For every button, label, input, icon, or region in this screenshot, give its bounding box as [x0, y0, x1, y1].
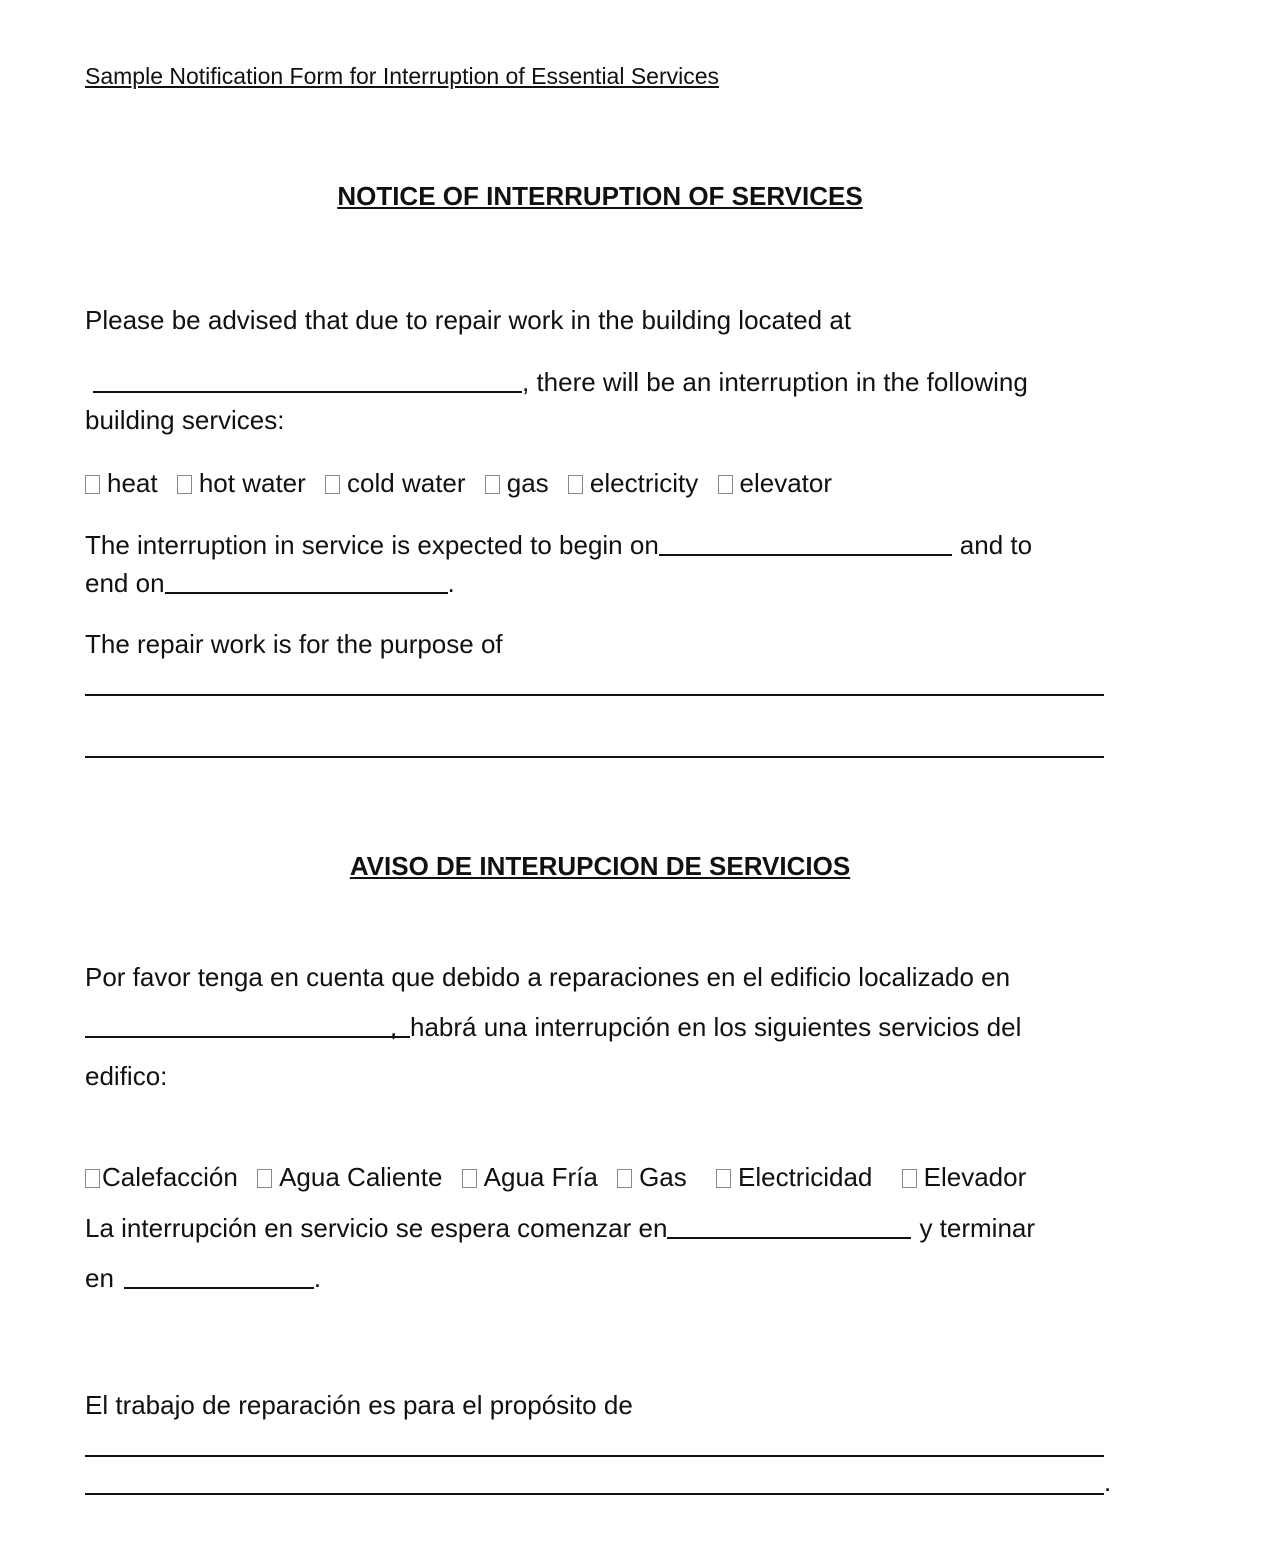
checkbox-icon[interactable] [716, 1169, 731, 1188]
end-date-field[interactable] [165, 566, 448, 594]
spanish-services-checklist [85, 1160, 1038, 1194]
spanish-para-line1: Por favor tenga en cuenta que debido a reparaciones en el edificio localizado en [85, 962, 1011, 992]
spanish-para-line3: edifico: [85, 1061, 168, 1091]
spanish-para-line2 [85, 1010, 1021, 1044]
english-end-line [85, 566, 455, 600]
label: electricity [589, 468, 699, 498]
checkbox-icon[interactable] [902, 1169, 917, 1188]
english-para-line1: Please be advised that due to repair work in the building located at [85, 305, 852, 335]
english-para-line3: building services: [85, 405, 285, 435]
english-heading: NOTICE OF INTERRUPTION OF SERVICES [337, 181, 863, 211]
proposito-line-1[interactable] [85, 1455, 1104, 1457]
fecha-inicio-field[interactable] [667, 1211, 911, 1239]
service-gas[interactable] [485, 468, 549, 498]
checkbox-icon[interactable] [177, 475, 192, 494]
text: . [313, 1263, 322, 1293]
label: Elevador [923, 1162, 1027, 1192]
checkbox-icon[interactable] [85, 1169, 100, 1188]
label: Agua Caliente [279, 1162, 443, 1192]
label: Gas [639, 1162, 687, 1192]
label: Electricidad [738, 1162, 873, 1192]
label: heat [107, 468, 158, 498]
address-field[interactable] [93, 365, 522, 393]
checkbox-icon[interactable] [568, 475, 583, 494]
label: gas [506, 468, 549, 498]
text: , there will be an interruption in the following [522, 367, 1028, 397]
purpose-line-2[interactable] [85, 756, 1104, 758]
label: cold water [347, 468, 466, 498]
checkbox-icon[interactable] [718, 475, 733, 494]
service-agua-fria[interactable] [462, 1162, 598, 1192]
service-calefaccion[interactable] [85, 1162, 238, 1192]
english-begin-line [85, 528, 1032, 562]
service-heat[interactable] [85, 468, 158, 498]
service-agua-caliente[interactable] [257, 1162, 442, 1192]
service-hot-water[interactable] [177, 468, 306, 498]
label: Calefacción [102, 1162, 238, 1192]
checkbox-icon[interactable] [325, 475, 340, 494]
text: . [447, 568, 455, 598]
checkbox-icon[interactable] [257, 1169, 272, 1188]
checkbox-icon[interactable] [485, 475, 500, 494]
service-electricity[interactable] [568, 468, 698, 498]
text: The interruption in service is expected to begin on [85, 530, 659, 560]
label: hot water [198, 468, 306, 498]
text: La interrupción en servicio se espera comenzar en [85, 1213, 668, 1243]
label: elevator [739, 468, 833, 498]
direccion-field[interactable] [85, 1010, 390, 1038]
text: y terminar [919, 1213, 1036, 1243]
text: and to [959, 530, 1033, 560]
text: end on [85, 568, 165, 598]
label: Agua Fría [483, 1162, 598, 1192]
text: habrá una interrupción en los siguientes servicios del [410, 1012, 1022, 1042]
document-title: Sample Notification Form for Interruption of Essential Services [85, 63, 720, 89]
english-services-checklist [85, 466, 844, 500]
english-para-line2 [93, 365, 1028, 399]
proposito-line-2[interactable] [85, 1493, 1104, 1495]
fecha-fin-field[interactable] [124, 1261, 314, 1289]
final-period: . [1104, 1467, 1112, 1497]
service-elevator[interactable] [718, 468, 833, 498]
service-electricidad[interactable] [716, 1162, 872, 1192]
spanish-begin-line [85, 1211, 1035, 1245]
checkbox-icon[interactable] [462, 1169, 477, 1188]
spanish-heading: AVISO DE INTERUPCION DE SERVICIOS [349, 851, 851, 881]
english-purpose: The repair work is for the purpose of [85, 629, 503, 659]
service-cold-water[interactable] [325, 468, 466, 498]
service-elevador[interactable] [902, 1162, 1027, 1192]
begin-date-field[interactable] [659, 528, 952, 556]
comma: , [390, 1010, 410, 1038]
spanish-end-line [85, 1261, 321, 1295]
service-gas-es[interactable] [617, 1162, 687, 1192]
spanish-purpose: El trabajo de reparación es para el propósito de [85, 1390, 633, 1420]
checkbox-icon[interactable] [85, 475, 100, 494]
checkbox-icon[interactable] [617, 1169, 632, 1188]
purpose-line-1[interactable] [85, 694, 1104, 696]
text: en [85, 1263, 114, 1293]
